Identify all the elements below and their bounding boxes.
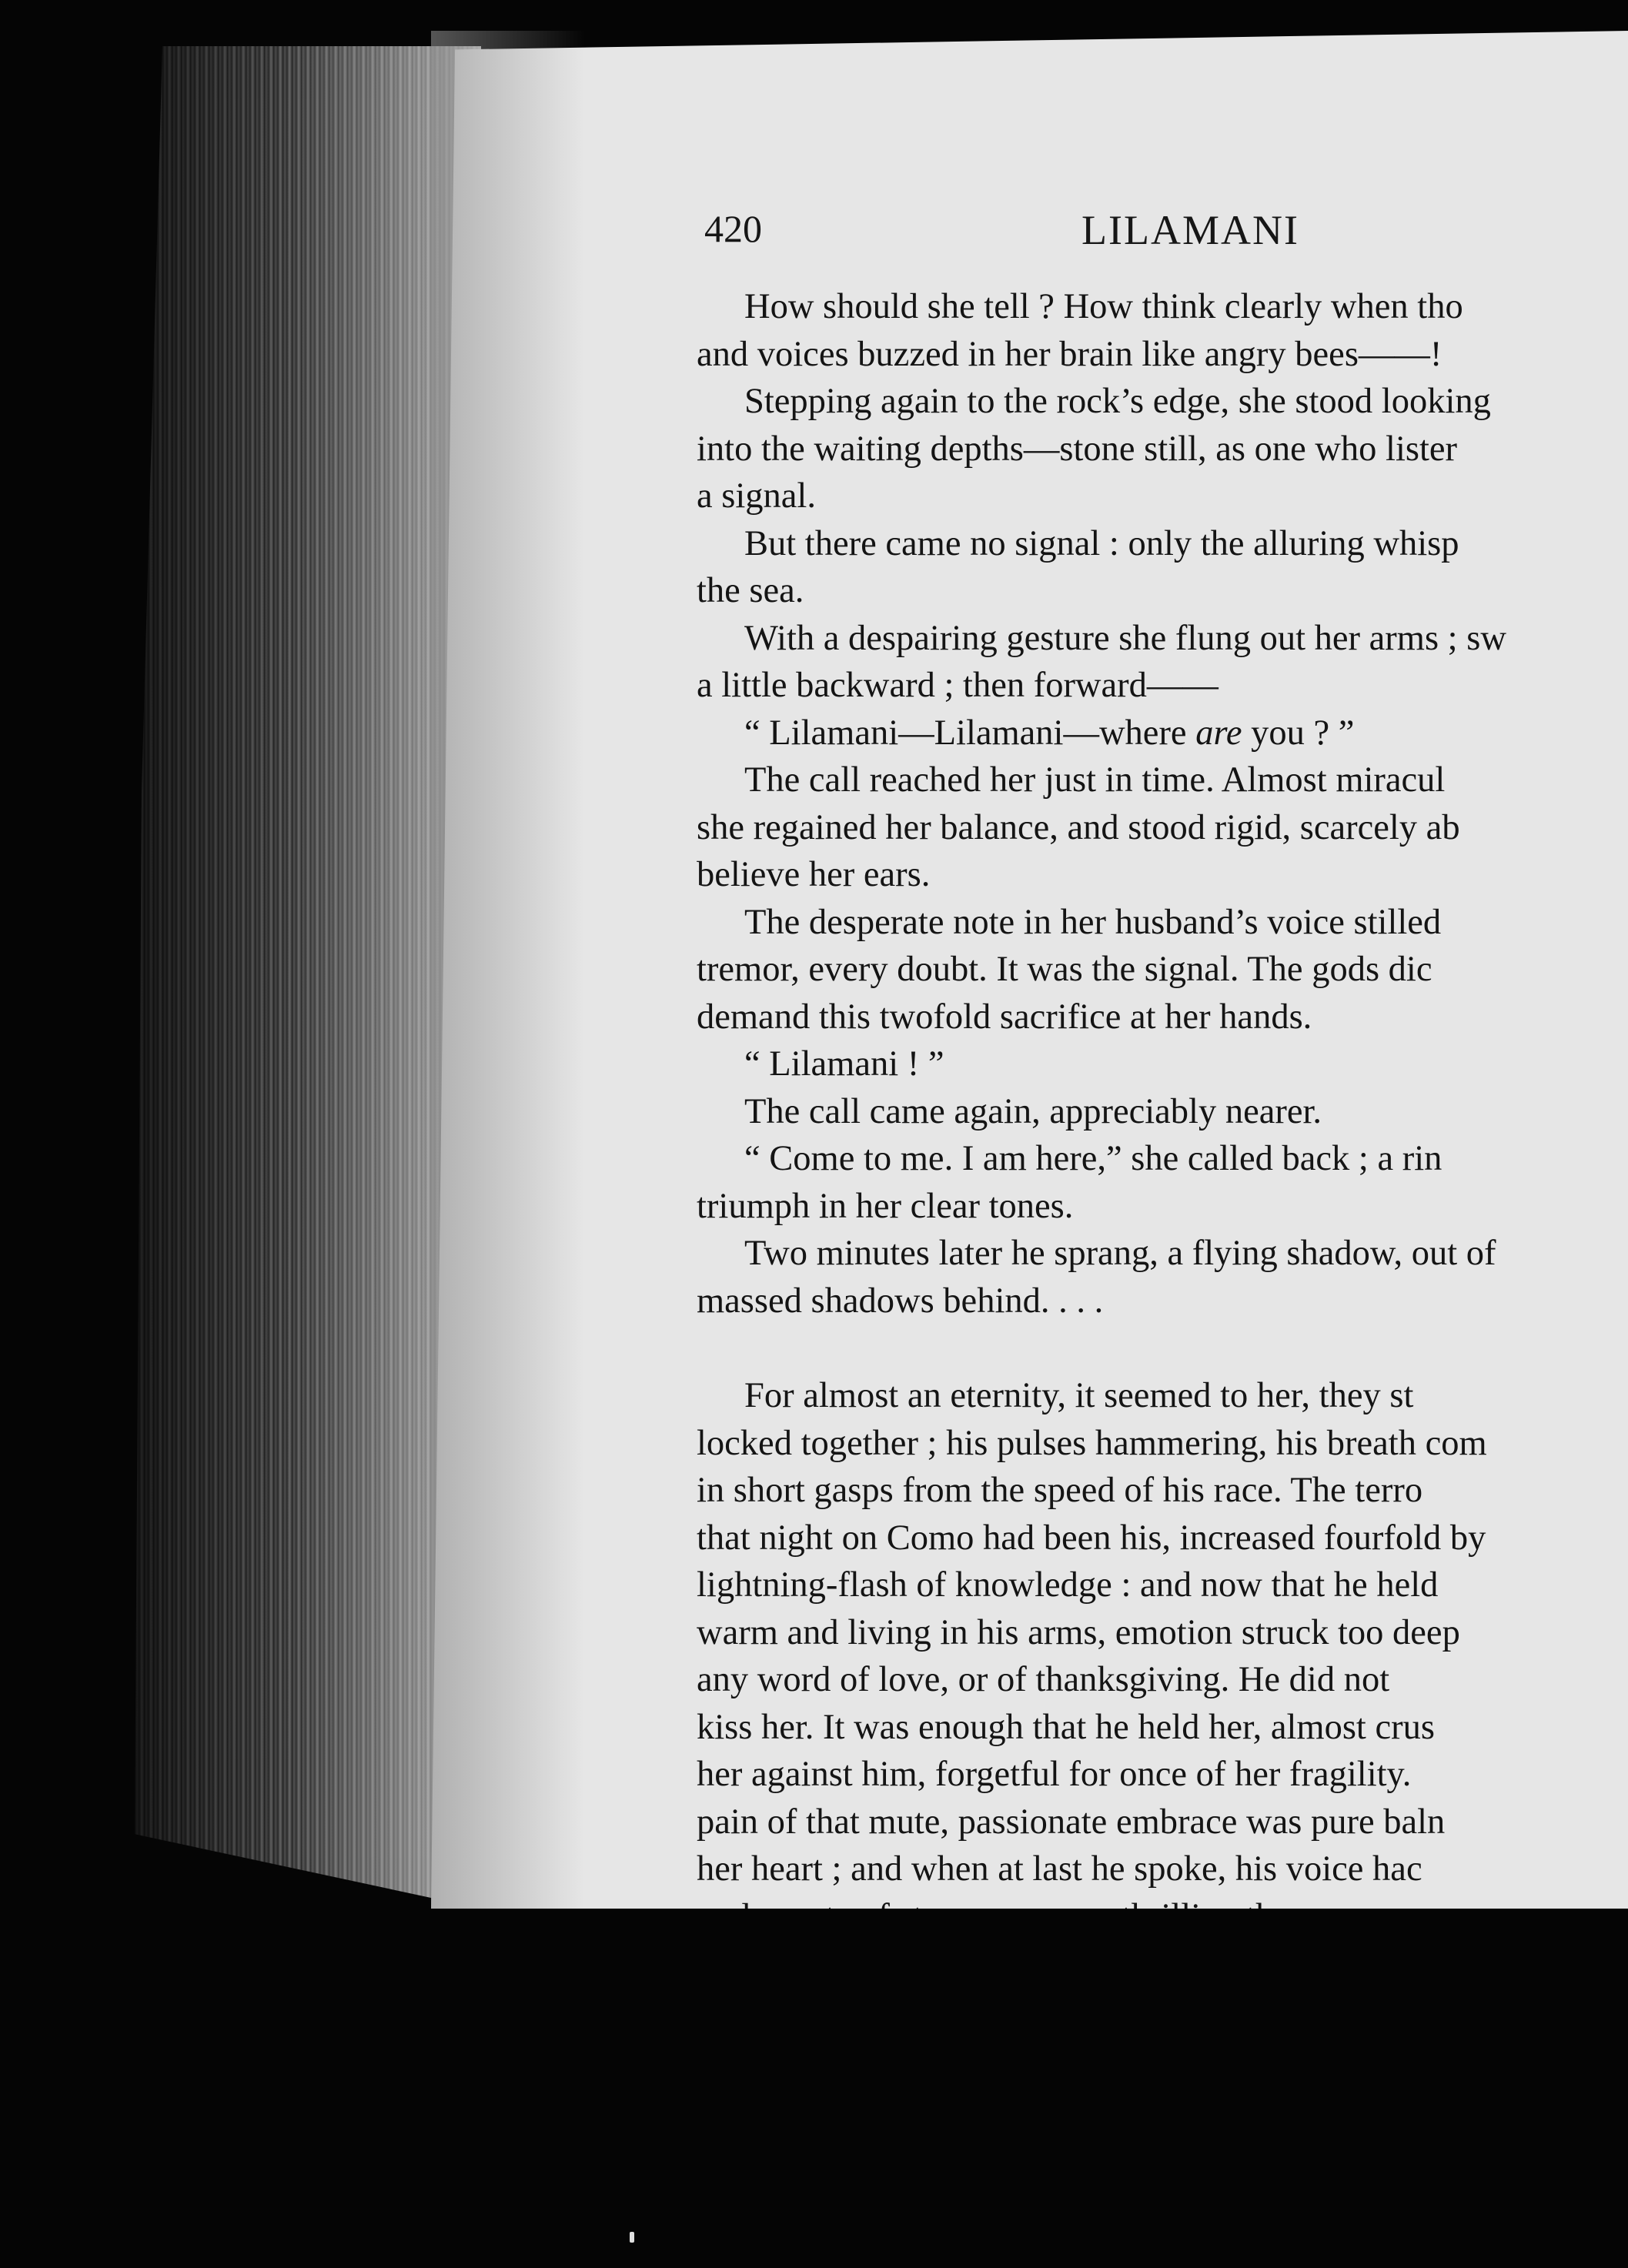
text-line: into the waiting depths—stone still, as one who lister	[697, 429, 1458, 469]
text-line: the sea.	[697, 571, 804, 610]
text-line: believe her ears.	[697, 855, 931, 894]
section-break	[697, 1324, 1628, 1372]
text-line: a little backward ; then forward——	[697, 666, 1218, 705]
gutter-shadow	[431, 31, 585, 1909]
body-text	[697, 283, 1628, 1940]
text-line: But there came no signal : only the alluring whisp	[744, 523, 1459, 563]
text-line: a signal.	[697, 476, 816, 516]
text-line: massed shadows behind. . . .	[697, 1281, 1104, 1321]
text-line: pain of that mute, passionate embrace was pure baln	[697, 1802, 1446, 1842]
text-line: locked together ; his pulses hammering, his breath com	[697, 1423, 1487, 1463]
text-line: kiss her. It was enough that he held her, almost crus	[697, 1707, 1435, 1747]
text-line: demand this twofold sacrifice at her hands.	[697, 997, 1312, 1037]
text-line: and voices buzzed in her brain like angry bees——!	[697, 334, 1442, 374]
text-line: that night on Como had been his, increased fourfold by	[697, 1518, 1486, 1558]
text-line: “ Lilamani—Lilamani—where are you ? ”	[744, 713, 1355, 753]
text-line: triumph in her clear tones.	[697, 1186, 1074, 1226]
text-line: lightning-flash of knowledge : and now that he held	[697, 1565, 1439, 1605]
text-line: How should she tell ? How think clearly when tho	[744, 287, 1463, 326]
scan-background	[0, 1909, 1628, 2268]
text-line: her heart ; and when at last he spoke, his voice hac	[697, 1849, 1422, 1889]
text-line: “ Come to me. I am here,” she called back ; a rin	[744, 1139, 1442, 1178]
text-line: The call reached her just in time. Almost miracul	[744, 760, 1446, 800]
text-line: warm and living in his arms, emotion struck too deep	[697, 1612, 1460, 1652]
text-line: Stepping again to the rock’s edge, she stood looking	[744, 382, 1491, 421]
text-line: in short gasps from the speed of his race. The terro	[697, 1471, 1423, 1510]
page-edges	[135, 46, 481, 1909]
text-line: For almost an eternity, it seemed to her, they st	[744, 1376, 1414, 1415]
text-line: tremor, every doubt. It was the signal. The gods dic	[697, 950, 1432, 989]
page-number: 420	[704, 207, 762, 250]
text-line: “ Lilamani ! ”	[744, 1044, 944, 1084]
text-line: any word of love, or of thanksgiving. He did not	[697, 1660, 1390, 1699]
running-title: LILAMANI	[1081, 207, 1299, 253]
text-line: The desperate note in her husband’s voice stilled	[744, 902, 1442, 942]
text-line: she regained her balance, and stood rigid, scarcely ab	[697, 807, 1460, 847]
text-line: The call came again, appreciably nearer.	[744, 1091, 1322, 1131]
text-line: With a despairing gesture she flung out her arms ; sw	[744, 618, 1506, 658]
text-line: Two minutes later he sprang, a flying shadow, out of	[744, 1234, 1496, 1273]
dust-speck	[630, 2232, 634, 2243]
text-line: her against him, forgetful for once of her fragility.	[697, 1755, 1412, 1794]
